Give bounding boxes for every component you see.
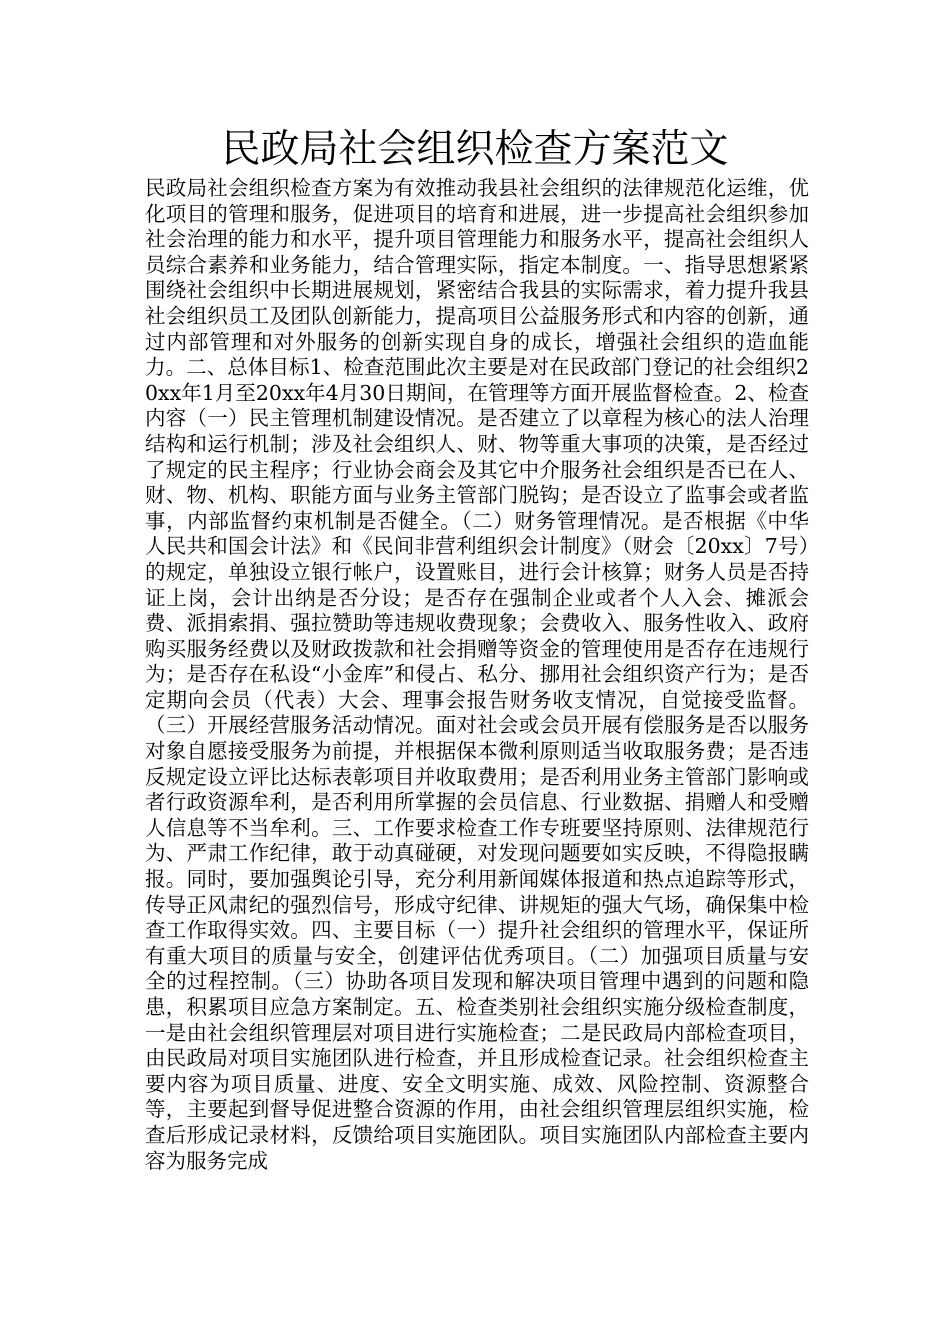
document-body-text: 民政局社会组织检查方案为有效推动我县社会组织的法律规范化运维，优化项目的管理和服务，促进项目的培育和进展，进一步提高社会组织参加社会治理的能力和水平，提升项目管理能力和服务水平，提高社会组织人员综合素养和业务能力，结合管理实际，指定本制度。一、指导思想紧紧围绕社会组织中长期进展规划，紧密结合我县的实际需求，着力提升我县社会组织员工及团队创新能力，提高项目公益服务形式和内容的创新，通过内部管理和对外服务的创新实现自身的成长，增强社会组织的造血能力。二、总体目标1、检查范围此次主要是对在民政部门登记的社会组织20xx年1月至20xx年4月30日期间，在管理等方面开展监督检查。2、检查内容（一）民主管理机制建设情况。是否建立了以章程为核心的法人治理结构和运行机制；涉及社会组织人、财、物等重大事项的决策，是否经过了规定的民主程序；行业协会商会及其它中介服务社会组织是否已在人、财、物、机构、职能方面与业务主管部门脱钩；是否设立了监事会或者监事，内部监督约束机制是否健全。（二）财务管理情况。是否根据《中华人民共和国会计法》和《民间非营利组织会计制度》（财会〔20xx〕7号）的规定，单独设立银行帐户，设置账目，进行会计核算；财务人员是否持证上岗，会计出纳是否分设；是否存在强制企业或者个人入会、摊派会费、派捐索捐、强拉赞助等违规收费现象；会费收入、服务性收入、政府购买服务经费以及财政拨款和社会捐赠等资金的管理使用是否存在违规行为；是否存在私设“小金库”和侵占、私分、挪用社会组织资产行为；是否定期向会员（代表）大会、理事会报告财务收支情况，自觉接受监督。（三）开展经营服务活动情况。面对社会或会员开展有偿服务是否以服务对象自愿接受服务为前提，并根据保本微利原则适当收取服务费；是否违反规定设立评比达标表彰项目并收取费用；是否利用业务主管部门影响或者行政资源牟利，是否利用所掌握的会员信息、行业数据、捐赠人和受赠人信息等不当牟利。三、工作要求检查工作专班要坚持原则、法律规范行为、严肃工作纪律，敢于动真碰硬，对发现问题要如实反映，不得隐报瞒报。同时，要加强舆论引导，充分利用新闻媒体报道和热点追踪等形式，传导正风肃纪的强烈信号，形成守纪律、讲规矩的强大气场，确保集中检查工作取得实效。四、主要目标（一）提升社会组织的管理水平，保证所有重大项目的质量与安全，创建评估优秀项目。（二）加强项目质量与安全的过程控制。（三）协助各项目发现和解决项目管理中遇到的问题和隐患，积累项目应急方案制定。五、检查类别社会组织实施分级检查制度，一是由社会组织管理层对项目进行实施检查；二是民政局内部检查项目，由民政局对项目实施团队进行检查，并且形成检查记录。社会组织检查主要内容为项目质量、进度、安全文明实施、成效、风险控制、资源整合等，主要起到督导促进整合资源的作用，由社会组织管理层组织实施，检查后形成记录材料，反馈给项目实施团队。项目实施团队内部检查主要内容为服务完成 (145, 176, 809, 1173)
document-title: 民政局社会组织检查方案范文 (221, 127, 729, 172)
